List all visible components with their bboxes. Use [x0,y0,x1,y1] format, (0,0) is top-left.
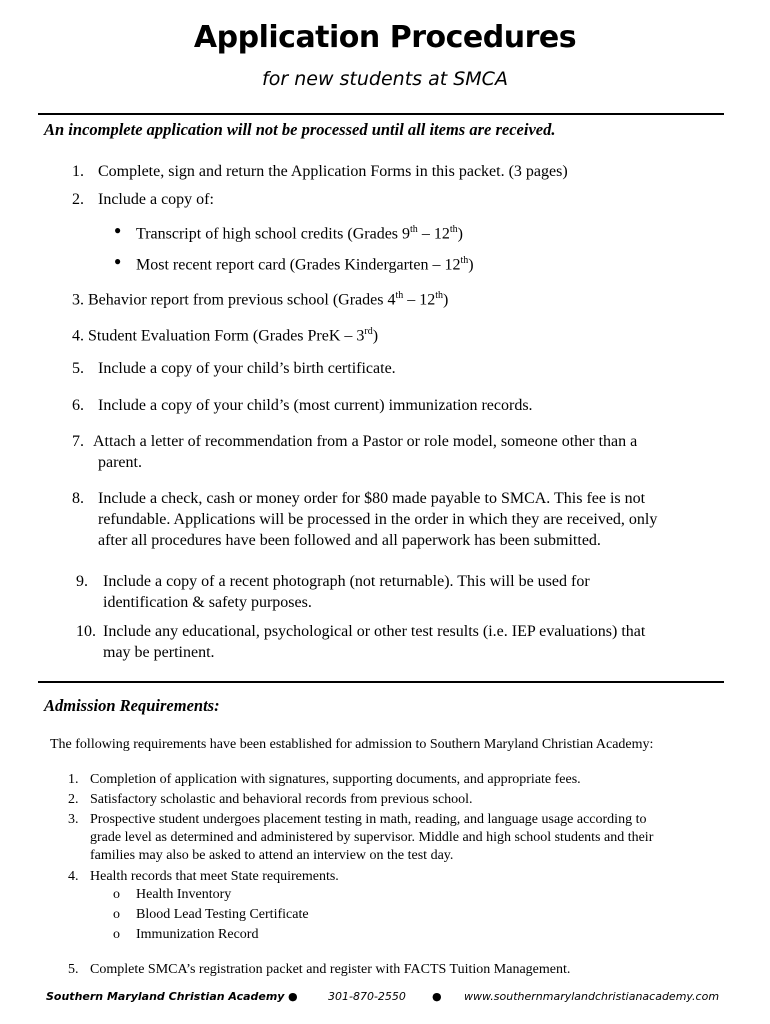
procedure-item-2: Include a copy of: [98,191,214,208]
procedure-item-8-line-1: Include a check, cash or money order for $80 made payable to SMCA. This fee is not [98,490,646,507]
item-text: ) [443,291,449,309]
list-number: 9. [76,573,88,590]
procedure-item-9-line-2: identification & safety purposes. [103,594,312,611]
procedure-item-7-line-2: parent. [98,454,142,471]
footer-phone: 301-870-2550 [328,990,406,1003]
list-number: 4. [68,869,79,884]
procedure-bullet-2 [136,251,474,275]
sub-bullet-icon: o [113,927,120,942]
requirement-item-3-line-1: Prospective student undergoes placement testing in math, reading, and language usage according to [90,812,647,827]
superscript: rd [364,326,373,337]
bullet-icon: ● [114,254,122,268]
requirement-item-3-line-2: grade level as determined and administered by supervisor. Middle and high school students and their [90,830,654,845]
list-number: 5. [72,360,84,377]
bullet-text: Transcript of high school credits (Grades 9 [136,225,411,243]
bullet-text: ) [468,256,474,274]
list-number: 6. [72,397,84,414]
list-number: 8. [72,490,84,507]
procedure-item-8-line-3: after all procedures have been followed and all paperwork has been submitted. [98,532,601,549]
bullet-text: – 12 [417,225,450,243]
procedure-item-1: Complete, sign and return the Application Forms in this packet. (3 pages) [98,163,568,180]
admission-intro: The following requirements have been established for admission to Southern Maryland Christian Academy: [50,737,654,752]
footer-separator-icon: ● [432,990,442,1003]
sub-item: Blood Lead Testing Certificate [136,907,309,922]
list-number: 3. [68,812,79,827]
superscript: th [410,224,418,235]
procedure-item-8-line-2: refundable. Applications will be processed in the order in which they are received, only [98,511,658,528]
item-text: 3. Behavior report from previous school (Grades 4 [72,291,396,309]
list-number: 10. [76,623,96,640]
item-text: – 12 [403,291,436,309]
footer-website[interactable]: www.southernmarylandchristianacademy.com [464,990,720,1003]
procedure-item-10-line-2: may be pertinent. [103,644,215,661]
sub-bullet-icon: o [113,907,120,922]
superscript: th [449,224,458,235]
sub-item: Health Inventory [136,887,232,902]
requirement-item-2: Satisfactory scholastic and behavioral records from previous school. [90,792,473,807]
requirement-item-3-line-3: families may also be asked to attend an interview on the test day. [90,848,454,863]
list-number: 2. [68,792,79,807]
list-number: 1. [68,772,79,787]
requirement-item-1: Completion of application with signatures, supporting documents, and appropriate fees. [90,772,581,787]
admission-heading: Admission Requirements: [44,696,220,715]
bullet-text: ) [457,225,463,243]
procedure-bullet-1 [136,220,463,244]
footer-school-name: Southern Maryland Christian Academy [46,990,285,1003]
divider-middle [38,681,724,683]
divider-top [38,113,724,115]
procedure-item-4 [72,322,378,346]
page-subtitle: for new students at SMCA [262,68,508,90]
list-number: 2. [72,191,84,208]
list-number: 5. [68,962,79,977]
bullet-icon: ● [114,223,122,237]
procedure-item-10-line-1: Include any educational, psychological or other test results (i.e. IEP evaluations) that [103,623,646,640]
requirement-item-5: Complete SMCA’s registration packet and register with FACTS Tuition Management. [90,962,571,977]
page-title: Application Procedures [193,20,577,55]
superscript: th [435,290,444,301]
procedure-item-3 [72,286,448,310]
superscript: th [460,255,469,266]
item-text: ) [372,327,379,345]
superscript: th [395,290,404,301]
list-number: 1. [72,163,84,180]
list-number: 7. [72,433,84,450]
requirement-item-4: Health records that meet State requirements. [90,869,339,884]
sub-item: Immunization Record [136,927,259,942]
footer-separator-icon: ● [288,990,298,1003]
item-text: 4. Student Evaluation Form (Grades PreK – 3 [72,327,365,345]
procedure-item-9-line-1: Include a copy of a recent photograph (not returnable). This will be used for [103,573,590,590]
warning-notice: An incomplete application will not be processed until all items are received. [44,120,556,139]
procedure-item-5: Include a copy of your child’s birth certificate. [98,360,396,377]
bullet-text: Most recent report card (Grades Kindergarten – 12 [136,256,461,274]
procedure-item-7-line-1: Attach a letter of recommendation from a Pastor or role model, someone other than a [93,433,638,450]
procedure-item-6: Include a copy of your child’s (most current) immunization records. [98,397,533,414]
sub-bullet-icon: o [113,887,120,902]
